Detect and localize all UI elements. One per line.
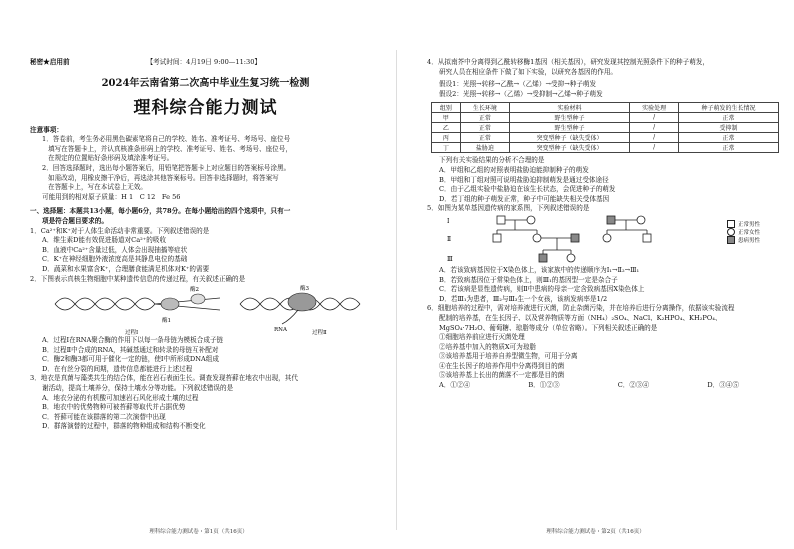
table-header-cell: 种子萌发的生长情况 [679, 103, 779, 113]
table-row [432, 123, 779, 133]
q6-item: ②培养基中加入的物质X可为琼脂 [439, 342, 537, 351]
table-row [432, 133, 779, 143]
notice-line: 填写在答题卡上，并认真核准条形码上的学校、准考证号、姓名、考场号、座位号， [48, 144, 292, 153]
exam-title: 2024年云南省第二次高中毕业生复习统一检测 [101, 77, 310, 89]
q3-option-d: D．群落演替的过程中，群落的物种组成和结构不断变化 [42, 422, 206, 431]
generation-label: Ⅲ [447, 255, 453, 263]
table-cell: 正常 [679, 143, 779, 153]
table-row [432, 113, 779, 123]
q3-option-c: C．苔藓可能在该群落的第二次演替中出现 [42, 412, 166, 421]
table-cell: 野生型种子 [509, 123, 629, 133]
legend-entry [727, 220, 760, 228]
q6-answer-a: A．①②④ [439, 381, 471, 390]
rna-strand [282, 310, 298, 324]
table-cell: 正常 [460, 123, 509, 133]
q5-option-b: B．若致病基因位于常染色体上，则Ⅲ₁的基因型一定是杂合子 [439, 275, 618, 284]
legend-entry [727, 228, 760, 236]
table-cell: / [630, 113, 679, 123]
notice-line: 在答题卡上，写在本试卷上无效。 [48, 183, 147, 192]
table-header-cell: 生长环境 [460, 103, 509, 113]
q1-option-d: D．蔬菜和水果富含K⁺，合理膳食能满足机体对K⁺的需要 [42, 264, 210, 273]
q5-pedigree-block [427, 214, 780, 266]
enzyme-shape [161, 298, 179, 310]
pedigree-female [527, 216, 535, 224]
q5-option-a: A．若该致病基因位于X染色体上，该家族中的传递顺序为Ⅰ₁→Ⅱ₂→Ⅲ₁ [439, 265, 640, 274]
q6-answer-c: C．②③④ [617, 381, 650, 390]
q4-stem: 4．从拟南芥中分离得到乙酰转移酶1基因（相关基因），研究发现其控制光照条件下的种子萌发， [427, 58, 710, 66]
pedigree-male-affected [539, 254, 547, 262]
q6-stem: 6．细胞培养的过程中，需对培养液进行灭菌，防止杂菌污染，并在培养后进行分离操作，依据该实验流程 [427, 304, 735, 313]
fig-label-enzyme2: 酶2 [190, 287, 199, 294]
fig-label-enzyme1: 酶1 [162, 318, 171, 325]
table-cell: 野生型种子 [509, 113, 629, 123]
pedigree-chart [447, 214, 707, 266]
exam-subtitle: 理科综合能力测试 [133, 97, 278, 118]
pedigree-male [497, 216, 505, 224]
fig-label-enzyme3: 酶3 [300, 286, 309, 293]
header-row [30, 58, 381, 68]
q4-stem-cont: 研究人员在相应条件下做了如下实验，以研究各基因的作用。 [439, 67, 618, 76]
q6-answer-b: B．①②③ [528, 381, 560, 390]
table-row [432, 143, 779, 153]
notice-title: 注意事项： [30, 125, 63, 134]
page-right [397, 0, 794, 549]
page-footer: 理科综合能力测试卷・第1页（共16页） [149, 529, 248, 535]
q6-item: ④在生长因子的培养作用中分离得到目的菌 [439, 361, 565, 370]
q6-stem-cont: 配制的培养基，在生长因子、以及营养物质等方面（NH₄）₂SO₄、NaCl、K₂HPO₄、KH₂PO₄、 [439, 313, 722, 322]
pedigree-female [603, 234, 611, 242]
table-cell: 丙 [432, 133, 461, 143]
legend-normal-female-icon [727, 228, 735, 236]
notice-line: 在规定的位置贴好条形码及填涂准考证号。 [48, 154, 174, 163]
q4-table [431, 102, 779, 153]
table-cell: 正常 [460, 113, 509, 123]
q4-pathway-2: 假设2：光照→转移→（乙烯）→受抑制→乙烯→种子萌发 [439, 89, 603, 98]
q3-option-b: B．地衣中的优势物种可被苔藓等取代并占据优势 [42, 403, 186, 412]
q2-stem: 2．下图表示真核生物细胞中某种遗传信息的传递过程，有关叙述正确的是 [30, 274, 246, 283]
q6-answers [427, 381, 739, 391]
pedigree-female [637, 216, 645, 224]
legend-affected-male-icon [727, 236, 735, 244]
header-secret: 秘密★启用前 [30, 58, 70, 66]
q6-item: ①细胞培养前应进行灭菌处理 [439, 333, 525, 342]
pedigree-male-affected [607, 216, 615, 224]
table-cell: 突变型种子（缺失受体） [509, 143, 629, 153]
pedigree-male [643, 234, 651, 242]
q2-option-a: A．过程Ⅰ在RNA聚合酶的作用下以每一条母链为模板合成子链 [42, 336, 224, 345]
q3-stem-cont: 谢活动，提高土壤养分，保持土壤水分等功能。下列叙述错误的是 [42, 384, 234, 393]
pedigree-legend [727, 220, 760, 244]
header-exam-time: 【考试时间：4月19日 9:00—11:30】 [146, 58, 261, 66]
pedigree-female [533, 234, 541, 242]
q3-stem: 3．地衣是真菌与藻类共生的结合体，能在岩石表面生长。调查发现苔藓在地衣中出现，其代 [30, 374, 298, 383]
page-footer: 理科综合能力测试卷・第2页（共16页） [546, 529, 645, 535]
generation-label: Ⅰ [447, 217, 450, 225]
table-cell: 甲 [432, 113, 461, 123]
pedigree-male [493, 234, 501, 242]
table-cell: 受抑制 [679, 123, 779, 133]
table-cell: / [630, 123, 679, 133]
legend-label: 正常男性 [738, 221, 761, 228]
table-cell: 正常 [679, 113, 779, 123]
q1-option-b: B．血液中Ca²⁺含量过低，人体会出现抽搐等症状 [42, 245, 188, 254]
table-header-cell: 组别 [432, 103, 461, 113]
pedigree-male-affected [571, 234, 579, 242]
q4-option-c: C．由于乙组实验中盐胁迫在该生长状态，会促进种子的萌发 [439, 185, 616, 194]
legend-entry [727, 236, 760, 244]
table-cell: 乙 [432, 123, 461, 133]
q3-option-a: A．地衣分泌的有机酸可加速岩石风化形成土壤的过程 [42, 393, 199, 402]
q5-stem: 5．如图为某单基因遗传病的家系图，下列叙述错误的是 [427, 204, 590, 213]
q2-figure [50, 284, 390, 336]
table-cell: / [630, 143, 679, 153]
notice-line: 如需改动，用橡皮擦干净后，再选涂其他答案标号。回答非选择题时，将答案写 [48, 173, 279, 182]
enzyme-shape [288, 293, 316, 311]
q1-option-c: C．K⁺在神经细胞外液浓度高是其静息电位的基础 [42, 255, 188, 264]
section-one-heading: 一、选择题：本题共13小题，每小题6分，共78分。在每小题给出的四个选项中，只有一 [30, 207, 291, 216]
q4-question: 下列有关实验结果的分析不合理的是 [439, 156, 545, 165]
table-cell: 盐胁迫 [460, 143, 509, 153]
q4-option-b: B．甲组和丁组对照可说明盐胁迫抑制萌发是通过受体途径 [439, 175, 609, 184]
legend-label: 正常女性 [738, 229, 761, 236]
q5-option-d: D．若Ⅲ₁为患者，Ⅲ₂与Ⅲ₃生一个女孩，该病发病率是1/2 [439, 294, 608, 303]
table-cell: / [630, 133, 679, 143]
table-cell: 突变型种子（缺失受体） [509, 133, 629, 143]
q5-option-c: C．若该病是显性遗传病，则Ⅱ中患病的母亲一定含致病基因X染色体上 [439, 285, 645, 294]
table-header-cell: 实验材料 [509, 103, 629, 113]
table-header-row [432, 103, 779, 113]
q4-option-d: D．若丁组的种子萌发正常，种子中可能缺失相关受体基因 [439, 194, 610, 203]
fig-label-process1: 过程Ⅰ [125, 330, 139, 337]
section-one-heading-cont: 项是符合题目要求的。 [42, 216, 108, 225]
notice-line: 2．回答选择题时，选出每小题答案后，用铅笔把答题卡上对应题目的答案标号涂黑。 [42, 163, 291, 172]
q1-stem: 1．Ca²⁺和K⁺对于人体生命活动非常重要。下列叙述错误的是 [30, 226, 210, 235]
table-cell: 丁 [432, 143, 461, 153]
generation-label: Ⅱ [447, 235, 452, 243]
q6-item: ③该培养基用于培养自养型微生物，可用于分离 [439, 352, 578, 361]
q6-item: ⑤该培养基上长出的菌落不一定都是目的菌 [439, 371, 565, 380]
q4-pathway-1: 假设1：光照→转移→乙酰→（乙烯）→受抑→种子萌发 [439, 80, 597, 89]
q1-option-a: A．维生素D能有效促进肠道对Ca²⁺的吸收 [42, 236, 167, 245]
fig-label-process2: 过程Ⅱ [312, 330, 327, 337]
enzyme-shape [191, 294, 205, 304]
q2-option-b: B．过程Ⅱ中合成的RNA，其碱基通过和转录的母链互补配对 [42, 345, 219, 354]
q4-option-a: A．甲组和乙组的对照表明盐胁迫能抑制种子的萌发 [439, 165, 589, 174]
legend-normal-male-icon [727, 220, 735, 228]
table-cell: 正常 [460, 133, 509, 143]
q6-answer-d: D．③④⑤ [707, 381, 739, 390]
q2-option-d: D．在有丝分裂的间期，遗传信息都能进行上述过程 [42, 364, 193, 373]
legend-label: 患病男性 [738, 237, 761, 244]
table-cell: 正常 [679, 133, 779, 143]
q6-stem-cont: MgSO₄·7H₂O、葡萄糖、琼脂等成分（单位省略）。下列相关叙述正确的是 [439, 323, 658, 332]
fig-label-rna: RNA [274, 327, 287, 334]
pedigree-female [567, 254, 575, 262]
notice-line: 1．答卷前，考生务必用黑色碳素笔将自己的学校、姓名、准考证号、考场号、座位号 [42, 135, 291, 144]
table-header-cell: 实验处理 [630, 103, 679, 113]
atomic-mass-line: 可能用到的相对原子质量：H 1 C 12 Fe 56 [42, 192, 181, 201]
q2-option-c: C．酶2和酶3都可用于催化一定的链，使Ⅰ中所形成DNA组成 [42, 355, 219, 364]
